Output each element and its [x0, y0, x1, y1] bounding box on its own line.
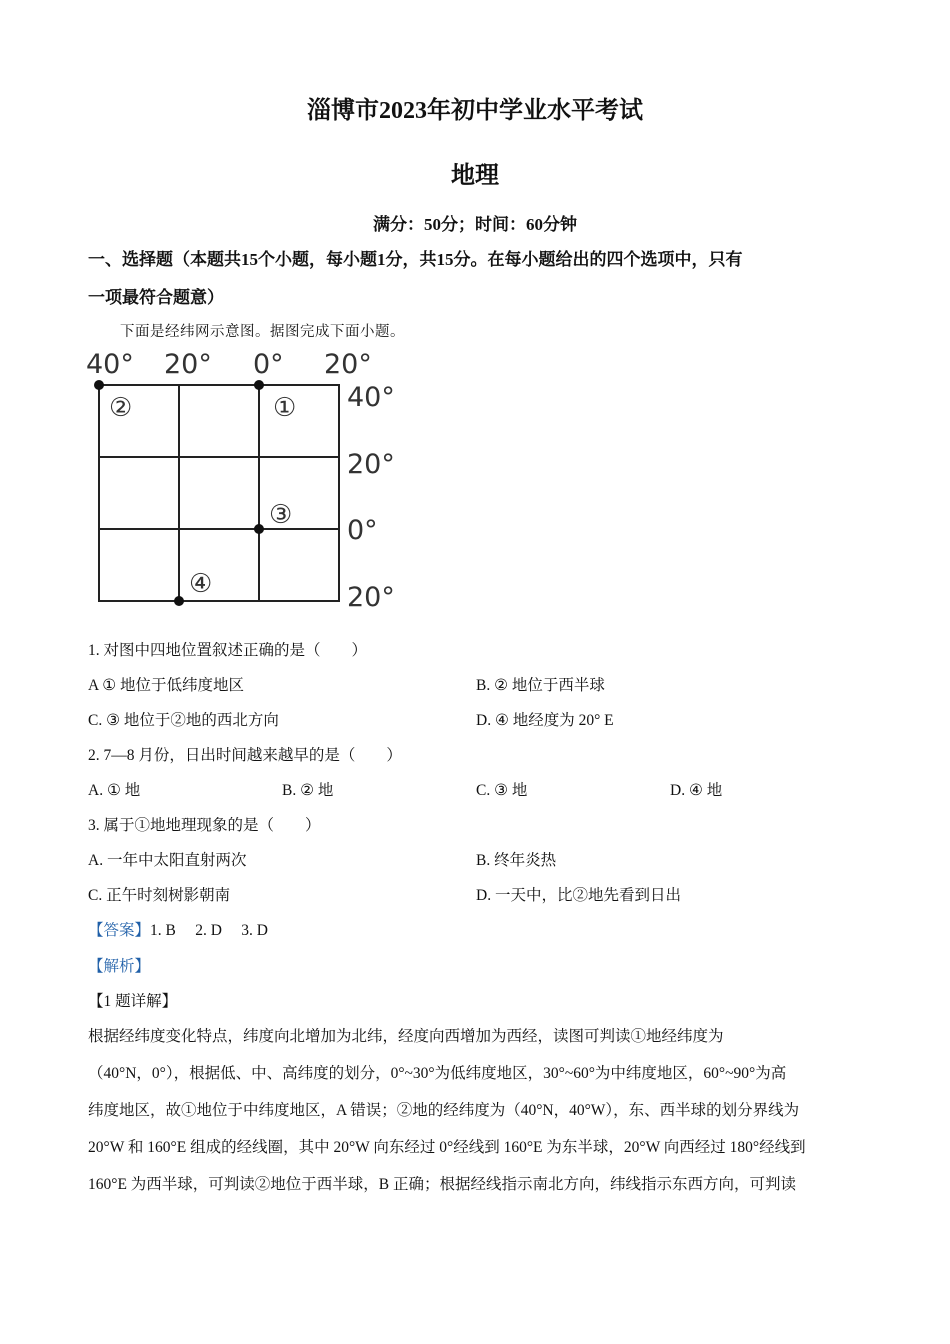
detail-label: 【1 题详解】	[88, 993, 178, 1010]
point-1-dot	[254, 380, 264, 390]
top-label-0: 0°	[253, 349, 284, 380]
question-1-option-b: B. ② 地位于西半球	[476, 677, 605, 694]
question-1-stem: 1. 对图中四地位置叙述正确的是（ ）	[88, 642, 368, 659]
answer-line	[88, 918, 268, 940]
question-1-option-d: D. ④ 地经度为 20° E	[476, 712, 614, 729]
right-label-40n: 40°	[347, 382, 395, 413]
question-2-option-a: A. ① 地	[88, 782, 141, 799]
point-3-dot	[254, 524, 264, 534]
question-3-option-b: B. 终年炎热	[476, 852, 557, 869]
answer-values: 1. B 2. D 3. D	[150, 922, 268, 939]
section-heading-line2: 一项最符合题意）	[88, 288, 224, 307]
question-1-option-a: A ① 地位于低纬度地区	[88, 677, 244, 694]
analysis-line-5: 160°E 为西半球，可判读②地位于西半球，B 正确；根据经线指示南北方向，纬线指示东西方向，可判读	[88, 1176, 797, 1193]
analysis-line-1: 根据经纬度变化特点，纬度向北增加为北纬，经度向西增加为西经，读图可判读①地经纬度为	[88, 1028, 724, 1045]
point-1-label: ①	[273, 393, 297, 423]
question-2-option-b: B. ② 地	[282, 782, 334, 799]
question-3-option-d: D. 一天中，比②地先看到日出	[476, 887, 681, 904]
top-label-20e: 20°	[324, 349, 372, 380]
right-label-0: 0°	[347, 515, 378, 546]
right-label-20s: 20°	[347, 582, 395, 613]
question-3-option-a: A. 一年中太阳直射两次	[88, 852, 247, 869]
right-label-20n: 20°	[347, 449, 395, 480]
score-info: 满分：50分；时间：60分钟	[373, 215, 577, 234]
top-label-40w: 40°	[86, 349, 134, 380]
question-2-stem: 2. 7—8 月份，日出时间越来越早的是（ ）	[88, 747, 402, 764]
answer-label: 【答案】	[88, 922, 151, 939]
figure-intro: 下面是经纬网示意图。据图完成下面小题。	[120, 324, 405, 340]
grid-border	[99, 385, 339, 601]
exam-title: 淄博市2023年初中学业水平考试	[307, 98, 643, 124]
question-2-option-c: C. ③ 地	[476, 782, 528, 799]
question-3-stem: 3. 属于①地地理现象的是（ ）	[88, 817, 321, 834]
graticule-figure	[80, 340, 410, 620]
point-4-dot	[174, 596, 184, 606]
question-2-option-d: D. ④ 地	[670, 782, 723, 799]
question-3-option-c: C. 正午时刻树影朝南	[88, 887, 231, 904]
section-heading-line1: 一、选择题（本题共15个小题，每小题1分，共15分。在每小题给出的四个选项中，只有	[88, 250, 743, 269]
analysis-line-3: 纬度地区，故①地位于中纬度地区，A 错误；②地的经纬度为（40°N，40°W），东、西半球的划分界线为	[88, 1102, 800, 1119]
question-1-option-c: C. ③ 地位于②地的西北方向	[88, 712, 279, 729]
analysis-label: 【解析】	[88, 958, 151, 975]
point-3-label: ③	[269, 500, 293, 530]
analysis-line-4: 20°W 和 160°E 组成的经线圈，其中 20°W 向东经过 0°经线到 160°E 为东半球，20°W 向西经过 180°经线到	[88, 1139, 806, 1156]
point-2-dot	[94, 380, 104, 390]
top-label-20w: 20°	[164, 349, 212, 380]
analysis-line-2: （40°N，0°），根据低、中、高纬度的划分，0°~30°为低纬度地区，30°~60°为中纬度地区，60°~90°为高	[88, 1065, 787, 1082]
point-4-label: ④	[189, 569, 213, 599]
point-2-label: ②	[109, 393, 133, 423]
subject-title: 地理	[451, 163, 499, 189]
